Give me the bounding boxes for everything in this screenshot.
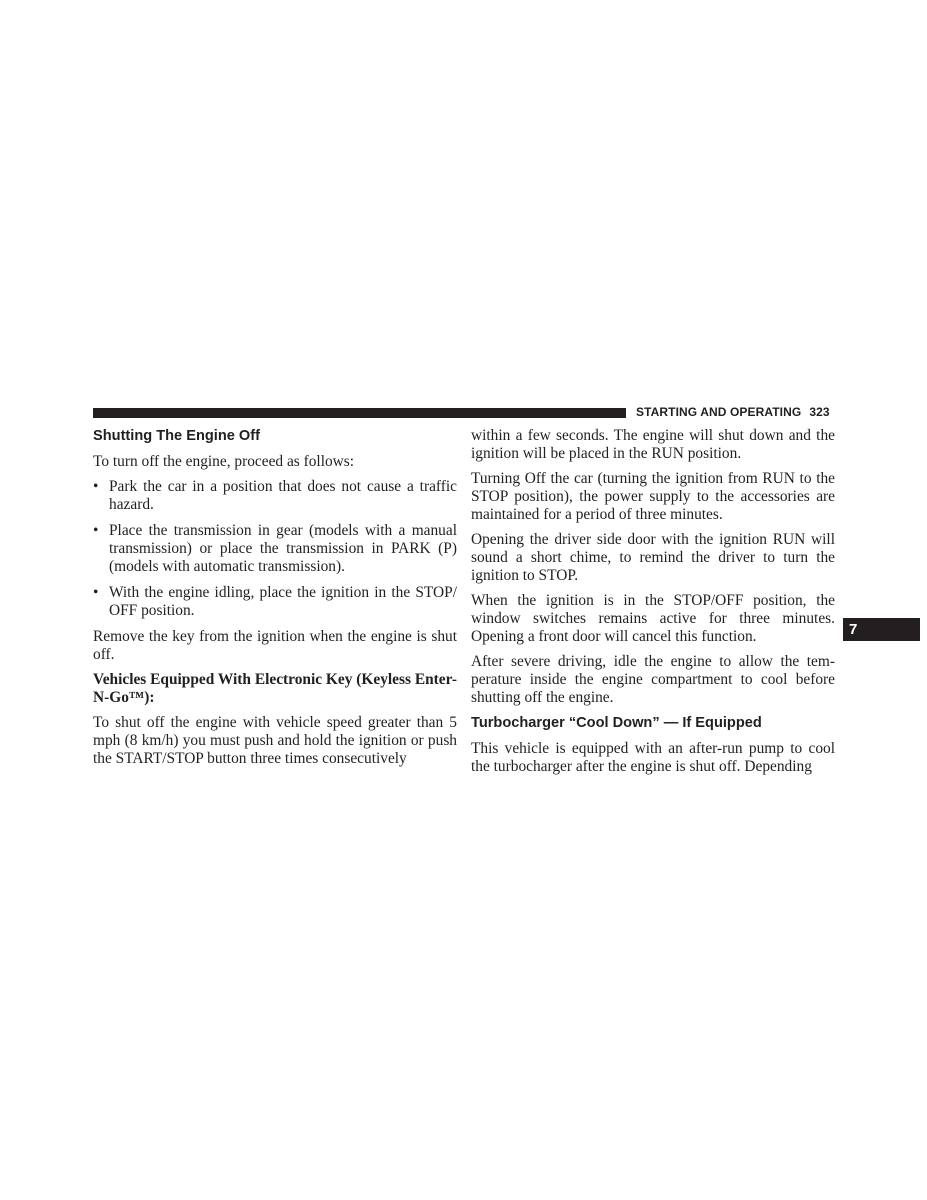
section-title: STARTING AND OPERATING [636,405,802,419]
list-item [93,478,457,514]
shut-off-paragraph: To shut off the engine with vehicle speed greater than 5 mph (8 km/h) you must push and hold the ignition or push the START/STOP button three times consecutively [93,714,457,767]
chapter-tab [843,618,920,641]
bullet-icon: • [93,478,99,495]
bullet-icon: • [93,522,99,539]
list-item [93,584,457,620]
severe-driving-paragraph: After severe driving, idle the engine to allow the tem-perature inside the engine compartment to cool before shutting off the engine. [471,653,835,706]
window-switches-paragraph: When the ignition is in the STOP/OFF position, the window switches remains active for three minutes. Opening a front door will cancel this function. [471,592,835,645]
section-heading: Shutting The Engine Off [93,428,260,444]
door-chime-paragraph: Opening the driver side door with the ignition RUN will sound a short chime, to remind the driver to turn the ignition to STOP. [471,531,835,584]
list-item-text: With the engine idling, place the ignition in the STOP/ OFF position. [109,584,457,619]
running-header [636,405,830,419]
left-column [93,427,457,775]
turbo-paragraph: This vehicle is equipped with an after-run pump to cool the turbocharger after the engine is shut off. Depending [471,740,835,775]
remove-key-paragraph: Remove the key from the ignition when the engine is shut off. [93,628,457,663]
bullet-icon: • [93,584,99,601]
chapter-number: 7 [849,621,858,638]
intro-paragraph: To turn off the engine, proceed as follows: [93,453,355,470]
continued-paragraph: within a few seconds. The engine will shut down and the ignition will be placed in the RUN position. [471,427,835,462]
turning-off-paragraph: Turning Off the car (turning the ignition from RUN to the STOP position), the power supply to the accessories are maintained for a period of three minutes. [471,470,835,523]
turbo-heading: Turbocharger “Cool Down” — If Equipped [471,715,762,731]
list-item-text: Place the transmission in gear (models with a manual transmission) or place the transmission in PARK (P) (models with automatic transmission). [109,522,457,575]
subsection-heading: Vehicles Equipped With Electronic Key (Keyless Enter-N-Go™): [93,671,457,706]
right-column [471,427,835,783]
list-item-text: Park the car in a position that does not cause a traffic hazard. [109,478,457,513]
page-number: 323 [809,405,830,419]
header-rule [93,408,626,418]
steps-list [93,478,457,620]
list-item [93,522,457,576]
